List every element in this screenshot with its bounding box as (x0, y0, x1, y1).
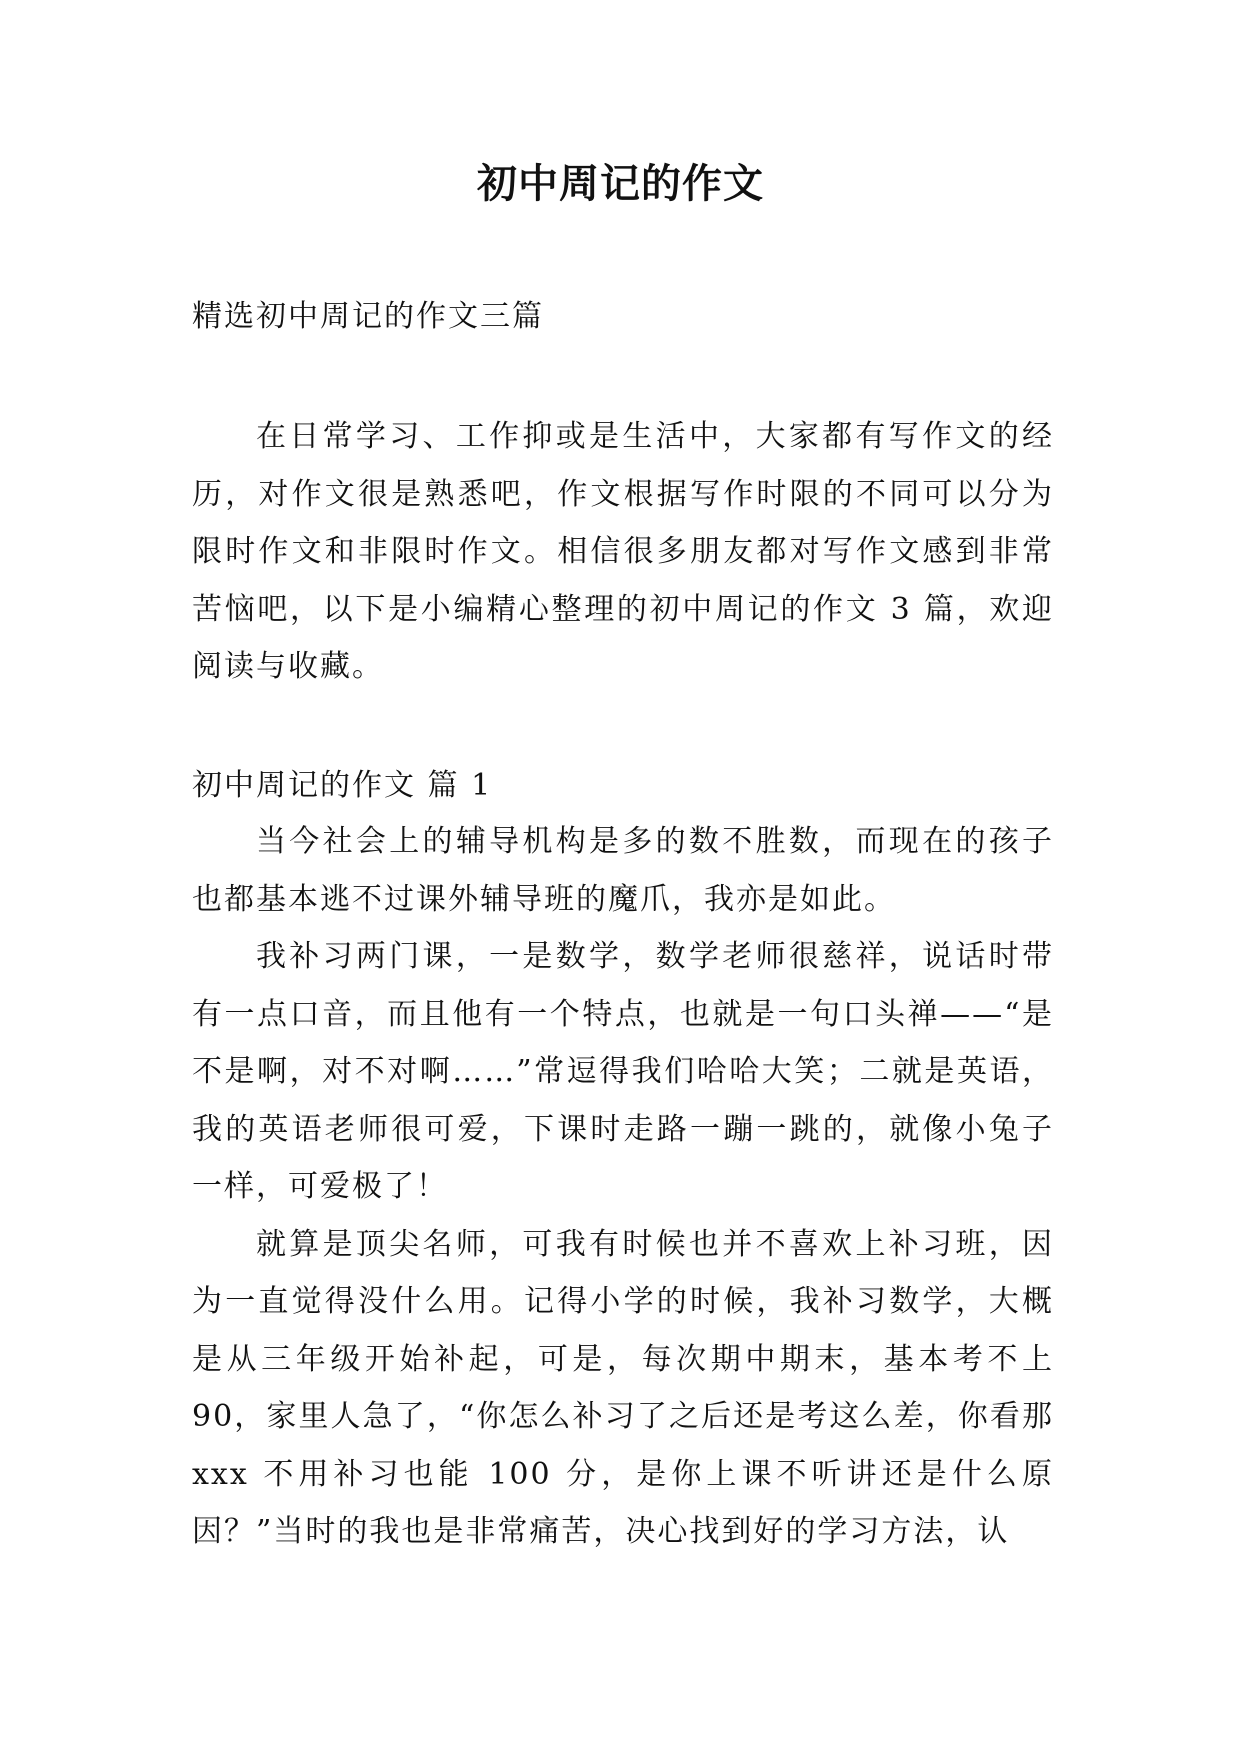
intro-paragraph: 在日常学习、工作抑或是生活中，大家都有写作文的经历，对作文很是熟悉吧，作文根据写作时限的不同可以分为限时作文和非限时作文。相信很多朋友都对写作文感到非常苦恼吧，以下是小编精心整理的初中周记的作文 3 篇，欢迎阅读与收藏。 (192, 419, 1054, 684)
essay-body (192, 813, 1054, 1561)
document-subtitle: 精选初中周记的作文三篇 (192, 299, 544, 334)
body-paragraph: 就算是顶尖名师，可我有时候也并不喜欢上补习班，因为一直觉得没什么用。记得小学的时候，我补习数学，大概是从三年级开始补起，可是，每次期中期末，基本考不上 90，家里人急了，“你怎么补习了之后还是考这么差，你看那 xxx 不用补习也能 100 分，是你上课不听讲还是什么原因？”当时的我也是非常痛苦，决心找到好的学习方法，认 (192, 1226, 1054, 1549)
section-heading: 初中周记的作文 篇 1 (192, 768, 493, 803)
document-title: 初中周记的作文 (477, 160, 764, 207)
body-paragraph: 当今社会上的辅导机构是多的数不胜数，而现在的孩子也都基本逃不过课外辅导班的魔爪，我亦是如此。 (192, 824, 1054, 917)
body-paragraph: 我补习两门课，一是数学，数学老师很慈祥，说话时带有一点口音，而且他有一个特点，也就是一句口头禅——“是不是啊，对不对啊……”常逗得我们哈哈大笑；二就是英语，我的英语老师很可爱，下课时走路一蹦一跳的，就像小兔子一样，可爱极了！ (192, 939, 1054, 1204)
